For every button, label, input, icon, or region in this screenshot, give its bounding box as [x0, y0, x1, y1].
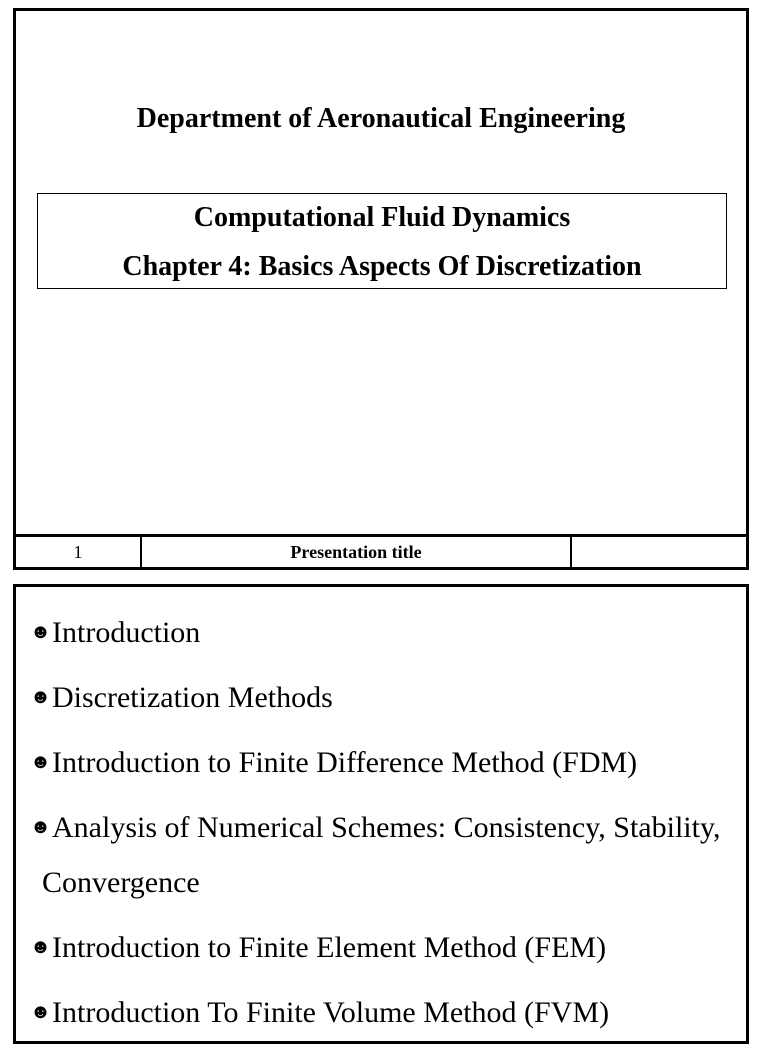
list-item [30, 735, 738, 790]
agenda-slide [13, 584, 749, 1044]
agenda-list [30, 605, 738, 1050]
page-number: 1 [16, 537, 142, 567]
list-item [30, 920, 738, 975]
smiley-bullet-icon: ☻ [30, 936, 52, 958]
agenda-item-text: Introduction to Finite Difference Method (FDM) [52, 746, 638, 779]
smiley-bullet-icon: ☻ [30, 816, 52, 838]
smiley-bullet-icon: ☻ [30, 751, 52, 773]
smiley-bullet-icon: ☻ [30, 686, 52, 708]
smiley-bullet-icon: ☻ [30, 621, 52, 643]
agenda-item-text: Discretization Methods [52, 681, 333, 714]
list-item [30, 985, 738, 1040]
list-item [30, 605, 738, 660]
list-item [30, 800, 738, 910]
agenda-item-line: Analysis of Numerical Schemes: Consistency, Stability, [52, 811, 721, 844]
agenda-item-text: Introduction [52, 616, 201, 649]
agenda-item-text [42, 800, 738, 910]
title-box [37, 193, 727, 289]
course-title: Computational Fluid Dynamics [193, 202, 571, 233]
slide-footer [16, 534, 746, 567]
department-heading: Department of Aeronautical Engineering [136, 103, 626, 134]
list-item [30, 670, 738, 725]
footer-presentation-title: Presentation title [142, 537, 572, 567]
title-slide [13, 8, 749, 570]
agenda-item-continuation: Convergence [42, 866, 200, 899]
footer-empty-cell [572, 537, 746, 567]
agenda-item-text: Introduction to Finite Element Method (FEM) [52, 931, 607, 964]
smiley-bullet-icon: ☻ [30, 1001, 52, 1023]
chapter-title: Chapter 4: Basics Aspects Of Discretization [122, 251, 642, 282]
agenda-item-text: Introduction To Finite Volume Method (FVM) [52, 996, 610, 1029]
